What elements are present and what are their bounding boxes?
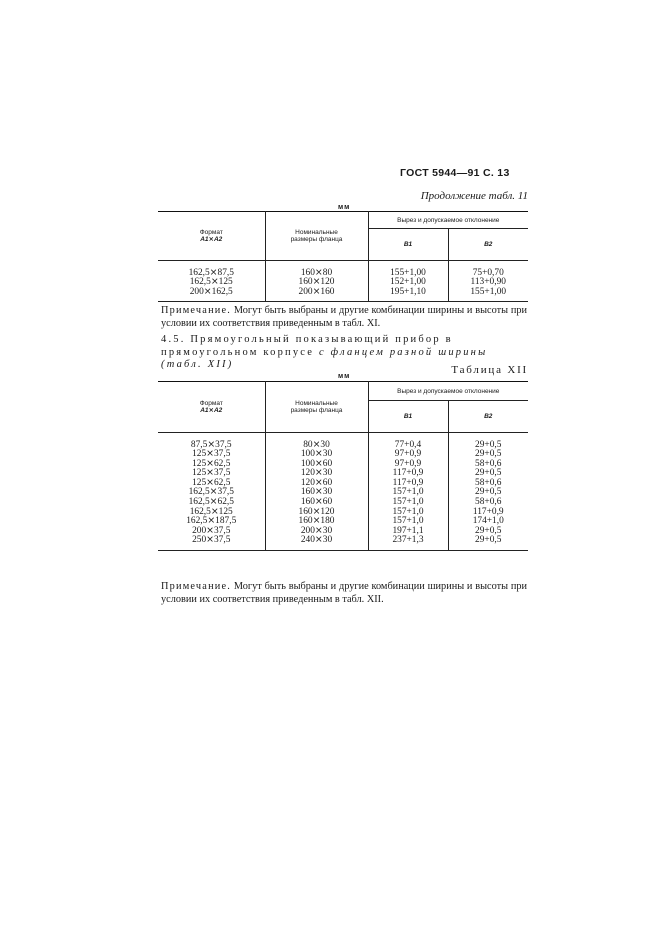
cell-b1: 152+1,00 (368, 278, 448, 288)
cell-b2: 29+0,5 (475, 449, 502, 460)
cell-nominal: 160⨯80 (265, 269, 368, 279)
cell-format: 200⨯162,5 (158, 288, 265, 298)
cell-b1: 97+0,9 (368, 460, 448, 470)
cell-b1: 195+1,10 (368, 288, 448, 298)
table2-header-b1: В1 (368, 401, 448, 433)
cell-format: 125⨯62,5 (158, 460, 265, 470)
cell-format: 162,5⨯62,5 (158, 498, 265, 508)
cell-b2: 29+0,5 (475, 525, 502, 536)
table2 (158, 381, 528, 551)
cell-format: 162,5⨯125 (158, 508, 265, 518)
cell-b2: 29+0,5 (475, 439, 502, 450)
cell-b2: 58+0,6 (475, 497, 502, 508)
cell-b2: 58+0,6 (475, 477, 502, 488)
cell-b2: 58+0,6 (475, 458, 502, 469)
cell-b1: 97+0,9 (368, 450, 448, 460)
cell-format: 125⨯62,5 (158, 479, 265, 489)
cell-nominal: 160⨯60 (265, 498, 368, 508)
table2-header-cutout: Вырез и допускаемое отклонение (368, 382, 528, 401)
cell-b2: 155+1,00 (470, 286, 507, 297)
cell-format: 162,5⨯125 (158, 278, 265, 288)
cell-b2: 29+0,5 (475, 468, 502, 479)
cell-format: 200⨯37,5 (158, 527, 265, 537)
cell-nominal: 160⨯30 (265, 488, 368, 498)
cell-b1: 77+0,4 (368, 441, 448, 451)
cell-b1: 117+0,9 (368, 469, 448, 479)
cell-format: 162,5⨯87,5 (158, 269, 265, 279)
cell-format: 162,5⨯187,5 (158, 517, 265, 527)
cell-nominal: 80⨯30 (265, 441, 368, 451)
cell-b1: 117+0,9 (368, 479, 448, 489)
cell-format: 125⨯37,5 (158, 469, 265, 479)
cell-b1: 157+1,0 (368, 488, 448, 498)
cell-nominal: 120⨯60 (265, 479, 368, 489)
table1-header-b2: В2 (448, 229, 528, 261)
cell-format: 250⨯37,5 (158, 536, 265, 546)
cell-nominal: 200⨯30 (265, 527, 368, 537)
cell-format: 162,5⨯37,5 (158, 488, 265, 498)
cell-b1: 237+1,3 (368, 536, 448, 546)
table2-caption: Таблица XII (451, 364, 528, 376)
cell-nominal: 100⨯30 (265, 450, 368, 460)
table2-header-format: Формат А1⨯А2 (158, 382, 265, 433)
cell-b2: 29+0,5 (475, 535, 502, 546)
table2-note: Примечание. Могут быть выбраны и другие комбинации ширины и высоты при условии их соответствия приведенным в табл. XII. (161, 581, 527, 605)
page-header: ГОСТ 5944—91 С. 13 (400, 167, 510, 179)
cell-b1: 155+1,00 (368, 269, 448, 279)
cell-nominal: 100⨯60 (265, 460, 368, 470)
table1-header-nominal: Номинальные размеры фланца (265, 212, 368, 261)
cell-b2: 113+0,90 (470, 277, 506, 288)
table1-unit: мм (338, 204, 351, 211)
section-heading: 4.5. Прямоугольный показывающий прибор в прямоугольном корпусе с фланцем разной ширины (табл. XII) (161, 334, 488, 370)
table2-unit: мм (338, 373, 351, 380)
table-row (158, 288, 528, 298)
cell-b1: 197+1,1 (368, 527, 448, 537)
cell-b1: 157+1,0 (368, 498, 448, 508)
table-row (158, 536, 528, 546)
table2-header-b2: В2 (448, 401, 528, 433)
cell-nominal: 240⨯30 (265, 536, 368, 546)
table-continuation-caption: Продолжение табл. 11 (420, 190, 528, 202)
table1-note: Примечание. Могут быть выбраны и другие комбинации ширины и высоты при условии их соответствия приведенным в табл. XI. (161, 305, 527, 329)
cell-b2: 117+0,9 (472, 506, 504, 517)
cell-b2: 75+0,70 (472, 267, 504, 278)
table1-header-b1: В1 (368, 229, 448, 261)
cell-b2: 29+0,5 (475, 487, 502, 498)
cell-b1: 157+1,0 (368, 508, 448, 518)
table1-header-cutout: Вырез и допускаемое отклонение (368, 212, 528, 229)
cell-nominal: 160⨯120 (265, 508, 368, 518)
cell-nominal: 200⨯160 (265, 288, 368, 298)
cell-nominal: 120⨯30 (265, 469, 368, 479)
cell-b2: 174+1,0 (472, 516, 504, 527)
table1 (158, 211, 528, 302)
table2-header-nominal: Номинальные размеры фланца (265, 382, 368, 433)
cell-b1: 157+1,0 (368, 517, 448, 527)
cell-nominal: 160⨯180 (265, 517, 368, 527)
cell-format: 125⨯37,5 (158, 450, 265, 460)
cell-format: 87,5⨯37,5 (158, 441, 265, 451)
cell-nominal: 160⨯120 (265, 278, 368, 288)
table1-header-format: Формат А1⨯А2 (158, 212, 265, 261)
